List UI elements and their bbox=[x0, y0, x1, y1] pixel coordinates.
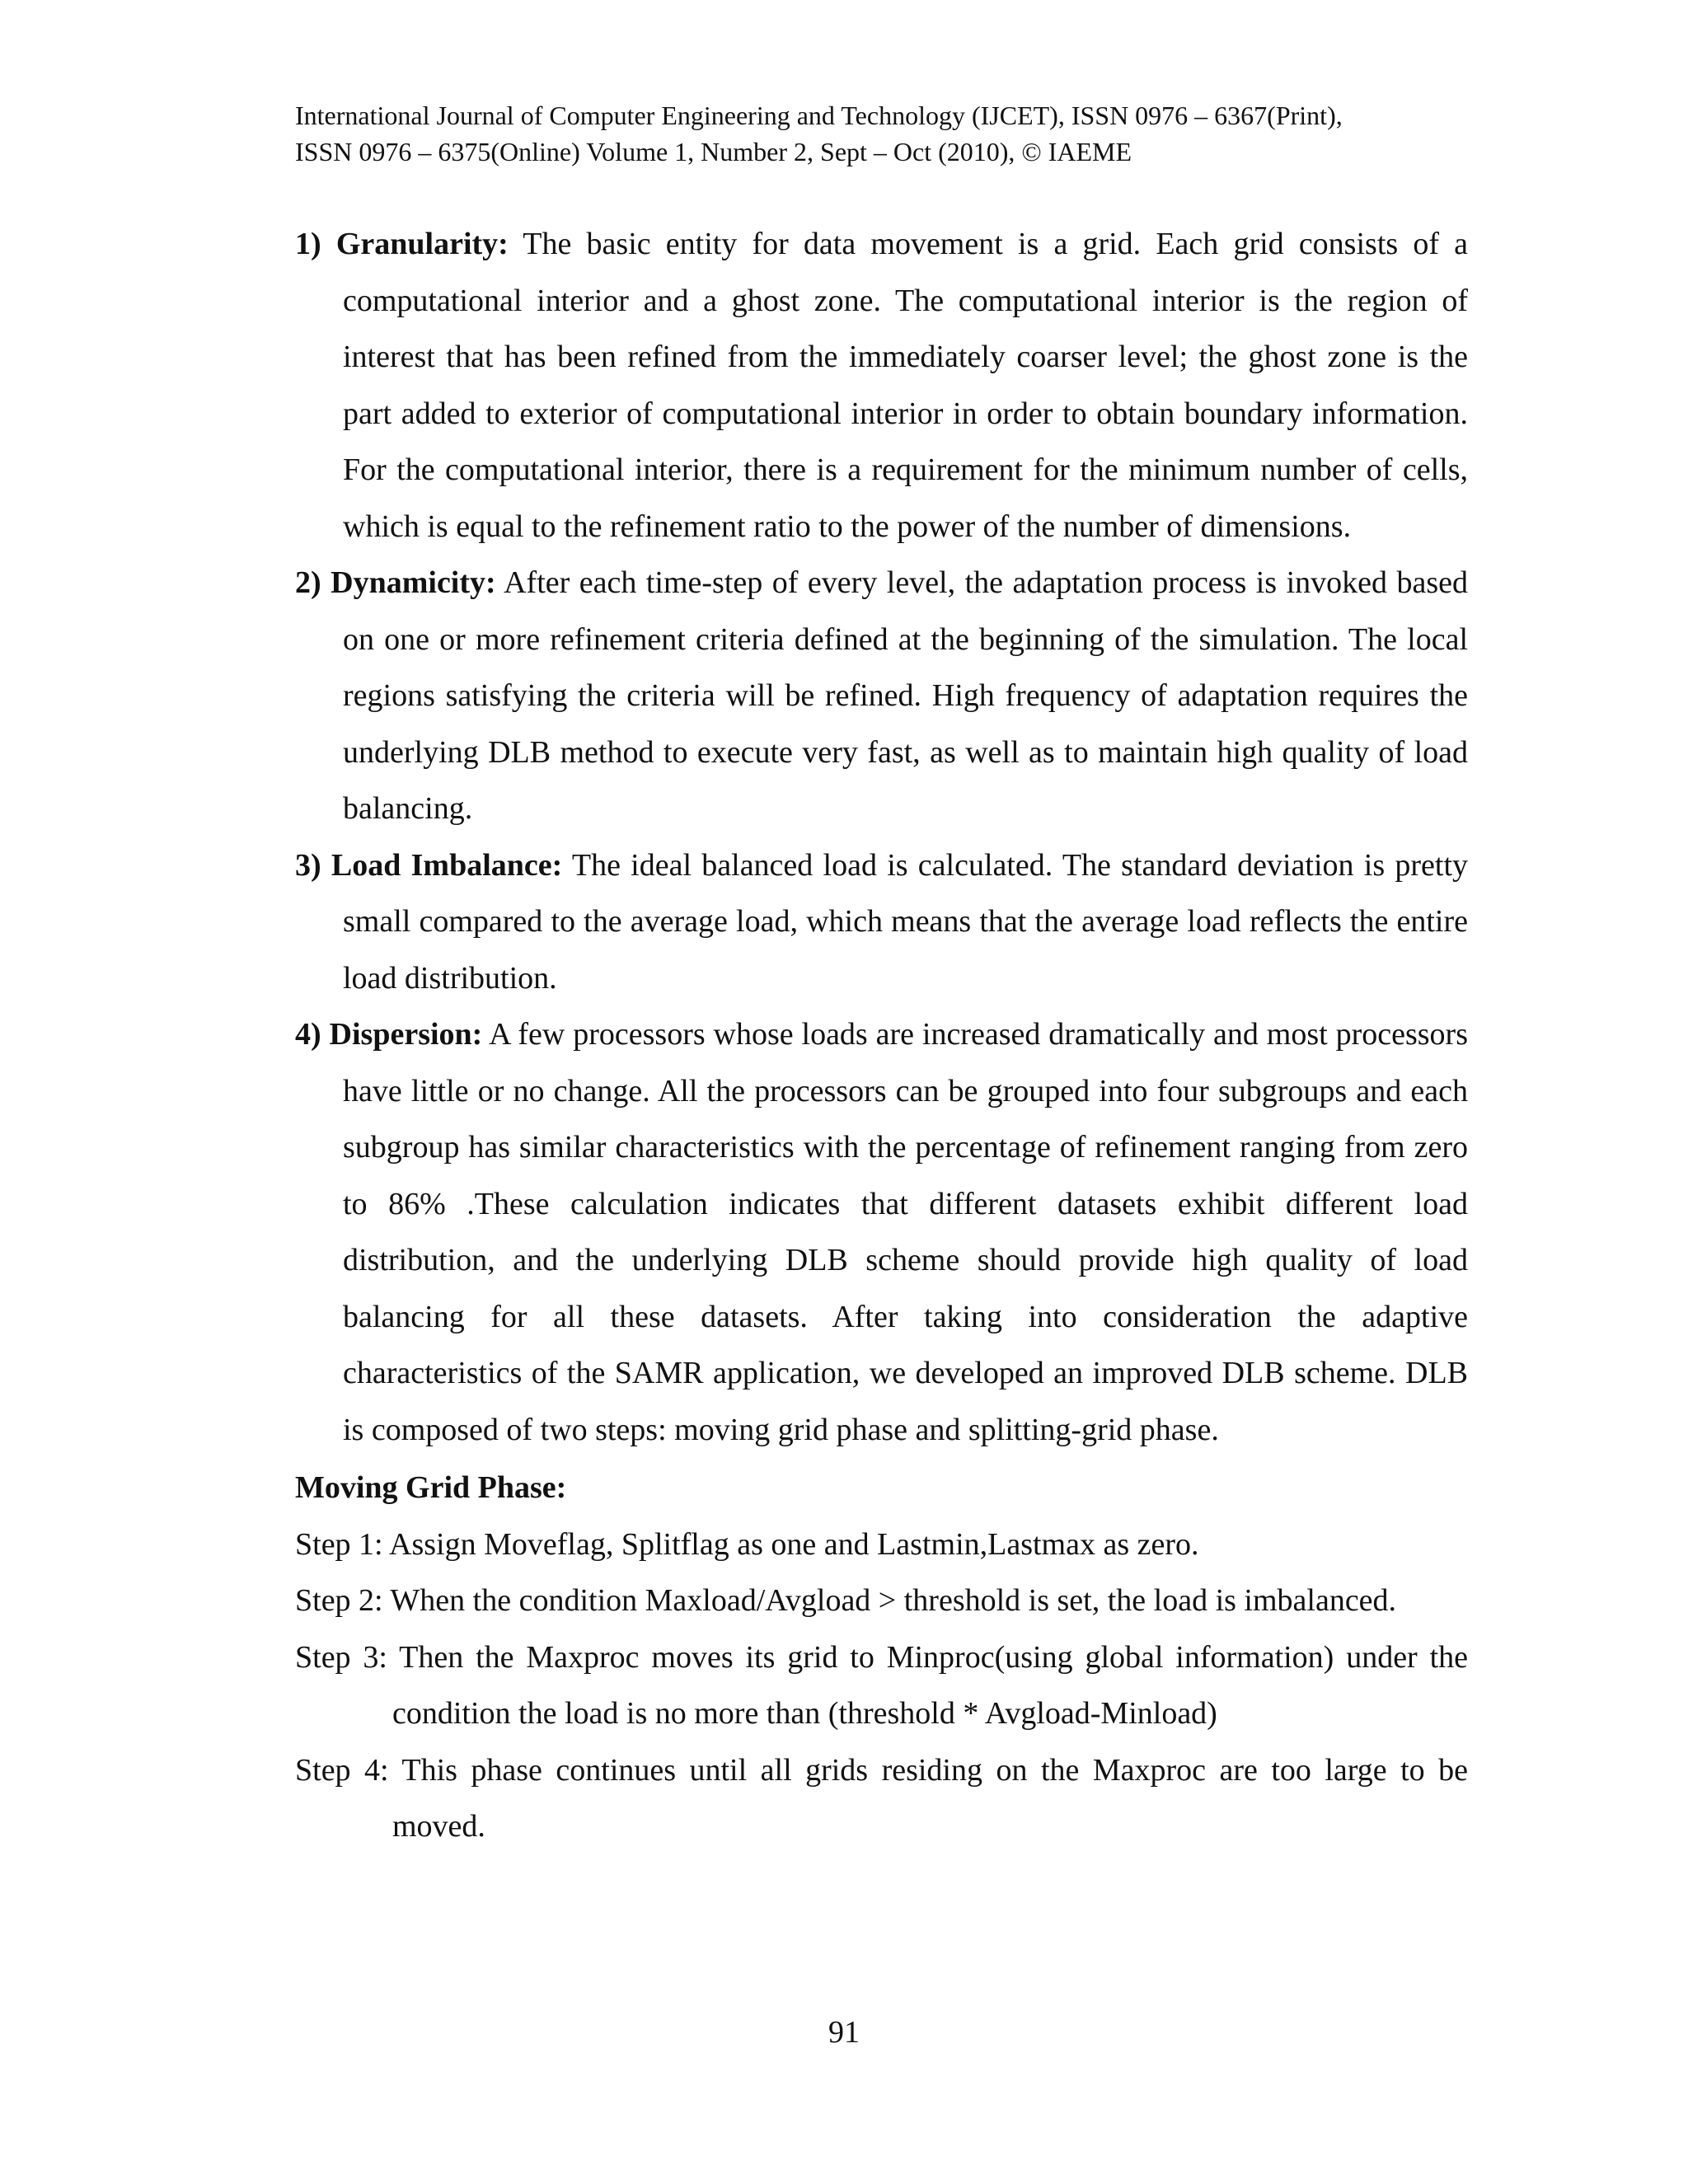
item-term: Granularity: bbox=[335, 227, 509, 261]
step-1: Step 1: Assign Moveflag, Splitflag as one and Lastmin,Lastmax as zero. bbox=[295, 1526, 1199, 1562]
item-term: Load Imbalance: bbox=[331, 847, 563, 883]
page-number: 91 bbox=[828, 2015, 860, 2050]
item-text: A few processors whose loads are increased dramatically and most processors have little or no change. All the processors can be grouped into four subgroups and each subgroup has similar characteristics with the percentage of refinement ranging from zero to 86% .These calculation indicates that different datasets exhibit different load distribution, and the underlying DLB scheme should provide high quality of load balancing for all these datasets. After taking into consideration the adaptive characteristics of the SAMR application, we developed an improved DLB scheme. DLB is composed of two steps: moving grid phase and splitting-grid phase. bbox=[343, 1017, 1468, 1447]
header-line-1: International Journal of Computer Engineering and Technology (IJCET), ISSN 0976 – 6367(Print), bbox=[295, 101, 1343, 130]
step-4: Step 4: This phase continues until all grids residing on the Maxproc are too large to be moved. bbox=[295, 1752, 1468, 1844]
list-item-dispersion bbox=[295, 1006, 1468, 1458]
item-number: 2) bbox=[295, 565, 321, 600]
step-3: Step 3: Then the Maxproc moves its grid to Minproc(using global information) under the condition the load is no more than (threshold * Avgload-Minload) bbox=[295, 1639, 1468, 1731]
step-2: Step 2: When the condition Maxload/Avgload > threshold is set, the load is imbalanced. bbox=[295, 1583, 1397, 1618]
item-term: Dispersion: bbox=[329, 1017, 483, 1052]
item-term: Dynamicity: bbox=[331, 565, 496, 600]
list-item-granularity bbox=[295, 216, 1468, 555]
section-heading: Moving Grid Phase: bbox=[295, 1470, 567, 1505]
header-line-2: ISSN 0976 – 6375(Online) Volume 1, Number 2, Sept – Oct (2010), © IAEME bbox=[295, 137, 1132, 166]
item-text: After each time-step of every level, the adaptation process is invoked based on one or more refinement criteria defined at the beginning of the simulation. The local regions satisfying the criteria will be refined. High frequency of adaptation requires the underlying DLB method to execute very fast, as well as to maintain high quality of load balancing. bbox=[343, 565, 1469, 826]
item-text: The ideal balanced load is calculated. The standard deviation is pretty small compared to the average load, which means that the average load reflects the entire load distribution. bbox=[343, 847, 1469, 996]
item-number: 4) bbox=[295, 1017, 321, 1052]
list-item-dynamicity bbox=[295, 555, 1468, 837]
item-number: 3) bbox=[295, 847, 321, 883]
list-item-load-imbalance bbox=[295, 837, 1468, 1007]
page-body bbox=[295, 216, 1468, 1855]
item-text: The basic entity for data movement is a grid. Each grid consists of a computational interior and a ghost zone. The computational interior is the region of interest that has been refined from the immediately coarser level; the ghost zone is the part added to exterior of computational interior in order to obtain boundary information. For the computational interior, there is a requirement for the minimum number of cells, which is equal to the refinement ratio to the power of the number of dimensions. bbox=[343, 227, 1469, 544]
item-number: 1) bbox=[295, 227, 321, 261]
running-header bbox=[295, 97, 1531, 170]
